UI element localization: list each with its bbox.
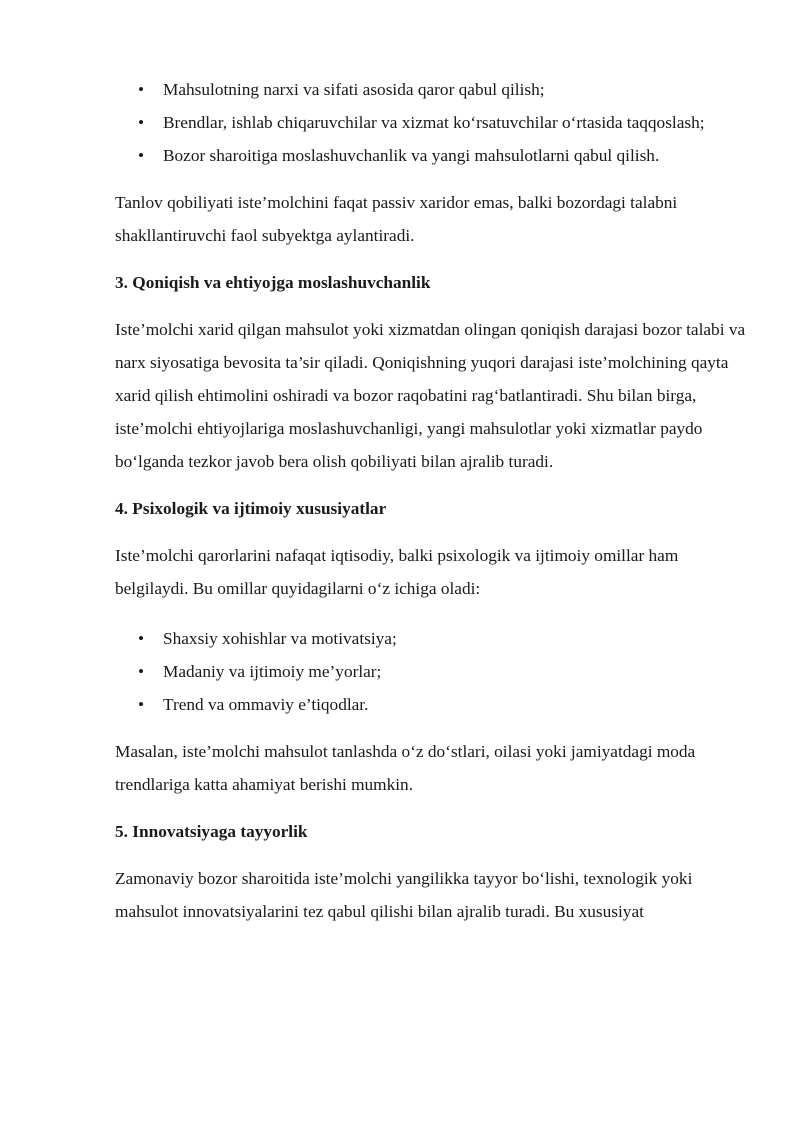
list-item: • Shaxsiy xohishlar va motivatsiya;	[115, 622, 750, 655]
paragraph-tanlov: Tanlov qobiliyati iste’molchini faqat passiv xaridor emas, balki bozordagi talabni shakllantiruvchi faol subyektga aylantiradi.	[115, 193, 678, 245]
paragraph-innovatsiya: Zamonaviy bozor sharoitida iste’molchi yangilikka tayyor bo‘lishi, texnologik yoki mahsulot innovatsiyalarini tez qabul qilishi bilan ajralib turadi. Bu xususiyat	[115, 869, 693, 921]
paragraph-masalan: Masalan, iste’molchi mahsulot tanlashda o‘z do‘stlari, oilasi yoki jamiyatdagi moda trendlariga katta ahamiyat berishi mumkin.	[115, 742, 696, 794]
list-item: • Trend va ommaviy e’tiqodlar.	[115, 688, 750, 721]
list-item: • Mahsulotning narxi va sifati asosida qaror qabul qilish;	[115, 73, 750, 106]
paragraph-qoniqish: Iste’molchi xarid qilgan mahsulot yoki xizmatdan olingan qoniqish darajasi bozor talabi va narx siyosatiga bevosita ta’sir qiladi. Qoniqishning yuqori darajasi iste’molchining qayta xarid qilish ehtimolini oshiradi va bozor raqobatini rag‘batlantiradi. Shu bilan birga, iste’molchi ehtiyojlariga moslashuvchanligi, yangi mahsulotlar yoki xizmatlar paydo bo‘lganda tezkor javob bera olish qobiliyati bilan ajralib turadi.	[115, 320, 746, 471]
section-heading-4: 4. Psixologik va ijtimoiy xususiyatlar	[115, 499, 387, 518]
section-heading-3: 3. Qoniqish va ehtiyojga moslashuvchanlik	[115, 273, 431, 292]
paragraph-psixologik: Iste’molchi qarorlarini nafaqat iqtisodiy, balki psixologik va ijtimoiy omillar ham belgilaydi. Bu omillar quyidagilarni o‘z ichiga oladi:	[115, 546, 679, 598]
list-item: • Brendlar, ishlab chiqaruvchilar va xizmat ko‘rsatuvchilar o‘rtasida taqqoslash;	[115, 106, 750, 139]
section-heading-5: 5. Innovatsiyaga tayyorlik	[115, 822, 308, 841]
bullet-list-criteria	[115, 73, 750, 172]
list-item: • Bozor sharoitiga moslashuvchanlik va yangi mahsulotlarni qabul qilish.	[115, 139, 750, 172]
document-page	[115, 73, 750, 928]
bullet-list-factors	[115, 622, 750, 721]
list-item: • Madaniy va ijtimoiy me’yorlar;	[115, 655, 750, 688]
